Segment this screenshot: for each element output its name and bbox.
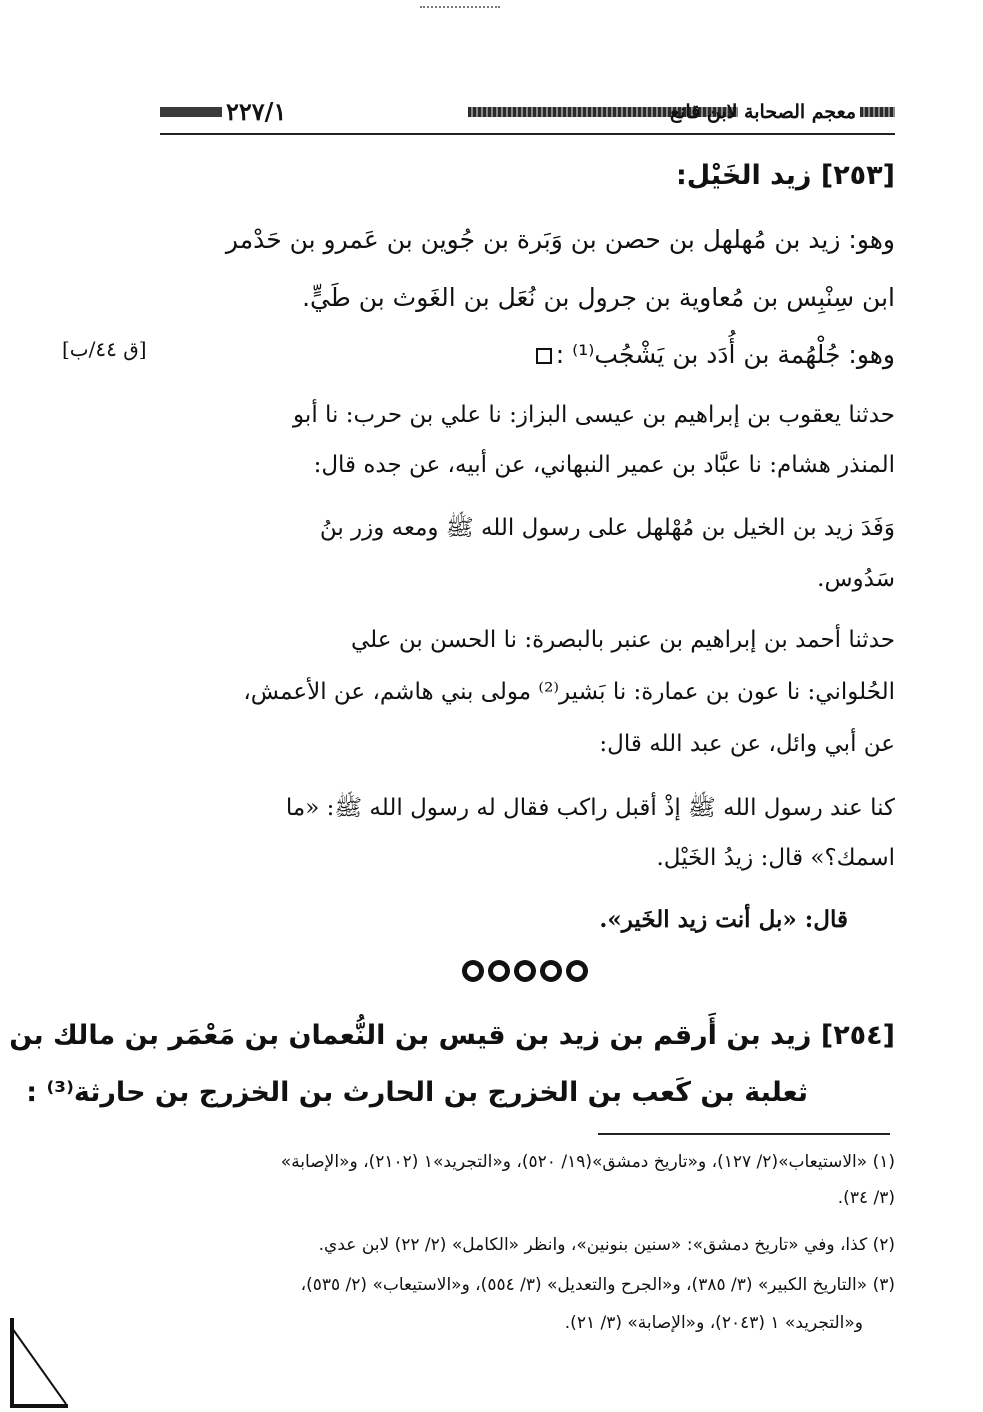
isnad-2-line-a: حدثنا أحمد بن إبراهيم بن عنبر بالبصرة: نا الحسن بن علي — [351, 627, 895, 653]
lineage-line-3 — [532, 340, 895, 369]
ornament-circle-icon — [488, 960, 510, 982]
footnote-3-line-a: (٣) «التاريخ الكبير» (٣/ ٣٨٥)، و«الجرح والتعديل» (٣/ ٥٥٤)، و«الاستيعاب» (٢/ ٥٣٥)، — [300, 1275, 895, 1295]
manuscript-folio-ref: [ق ٤٤/ب] — [62, 337, 147, 361]
matn-2-line-b: اسمك؟» قال: زيدُ الخَيْل. — [656, 845, 895, 871]
header-rule-right — [860, 107, 895, 117]
folio-box-icon — [536, 348, 552, 364]
book-title: معجم الصحابة لابن قانع — [669, 101, 856, 123]
entry-254-title-line-1: [٢٥٤] زيد بن أَرقم بن زيد بن قيس بن النُّعمان بن مَعْمَر بن مالك بن — [9, 1020, 895, 1051]
entry-253-title: [٢٥٣] زيد الخَيْل: — [676, 160, 895, 191]
ornament-circle-icon — [540, 960, 562, 982]
section-divider-ornament — [462, 960, 588, 982]
footnote-separator — [598, 1133, 890, 1135]
matn-2-line-c: قال: «بل أنت زيد الخَير». — [599, 906, 848, 933]
lineage-line-3-text: وهو: جُلْهُمة بن أُدَد بن يَشْجُب⁽¹⁾ : — [555, 340, 895, 369]
lineage-line-1: وهو: زيد بن مُهلهل بن حصن بن وَبَرة بن جُوين بن عَمرو بن حَدْمر — [225, 225, 895, 254]
page-corner-mark — [10, 1318, 70, 1408]
ornament-circle-icon — [566, 960, 588, 982]
isnad-1-line-a: حدثنا يعقوب بن إبراهيم بن عيسى البزاز: نا علي بن حرب: نا أبو — [293, 402, 895, 428]
ornament-circle-icon — [462, 960, 484, 982]
header-underline — [160, 133, 895, 135]
footnote-1-line-b: (٣/ ٣٤). — [837, 1188, 895, 1208]
matn-1-line-b: سَدُوس. — [817, 566, 895, 592]
footnote-1-line-a: (١) «الاستيعاب»(٢/ ١٢٧)، و«تاريخ دمشق»(١٩/ ٥٢٠)، و«التجريد»١ (٢١٠٢)، و«الإصابة» — [280, 1152, 895, 1172]
footnote-2: (٢) كذا، وفي «تاريخ دمشق»: «سنين بنونين»، وانظر «الكامل» (٢/ ٢٢) لابن عدي. — [318, 1235, 895, 1255]
matn-2-line-a: كنا عند رسول الله ﷺ إذْ أقبل راكب فقال له رسول الله ﷺ: «ما — [285, 795, 895, 821]
entry-254-title-line-2: ثعلبة بن كَعب بن الخزرج بن الحارث بن الخزرج بن حارثة⁽³⁾ : — [26, 1077, 808, 1108]
top-scan-mark — [420, 6, 500, 12]
isnad-2-line-c: عن أبي وائل، عن عبد الله قال: — [599, 731, 895, 757]
matn-1-line-a: وَفَدَ زيد بن الخيل بن مُهْلهل على رسول الله ﷺ ومعه وزر بنُ — [319, 515, 895, 541]
running-header — [160, 96, 895, 128]
page-reference: ٢٢٧/١ — [226, 97, 287, 126]
header-rule-left — [160, 107, 222, 117]
ornament-circle-icon — [514, 960, 536, 982]
isnad-2-line-b: الحُلواني: نا عون بن عمارة: نا بَشير⁽²⁾ مولى بني هاشم، عن الأعمش، — [243, 679, 895, 705]
isnad-1-line-b: المنذر هشام: نا عبَّاد بن عمير النبهاني، عن أبيه، عن جده قال: — [313, 452, 895, 478]
footnote-3-line-b: و«التجريد» ١ (٢٠٤٣)، و«الإصابة» (٣/ ٢١). — [564, 1313, 863, 1333]
lineage-line-2: ابن سِنْبِس بن مُعاوية بن جرول بن نُعَل بن الغَوث بن طَيٍّ. — [302, 283, 895, 312]
